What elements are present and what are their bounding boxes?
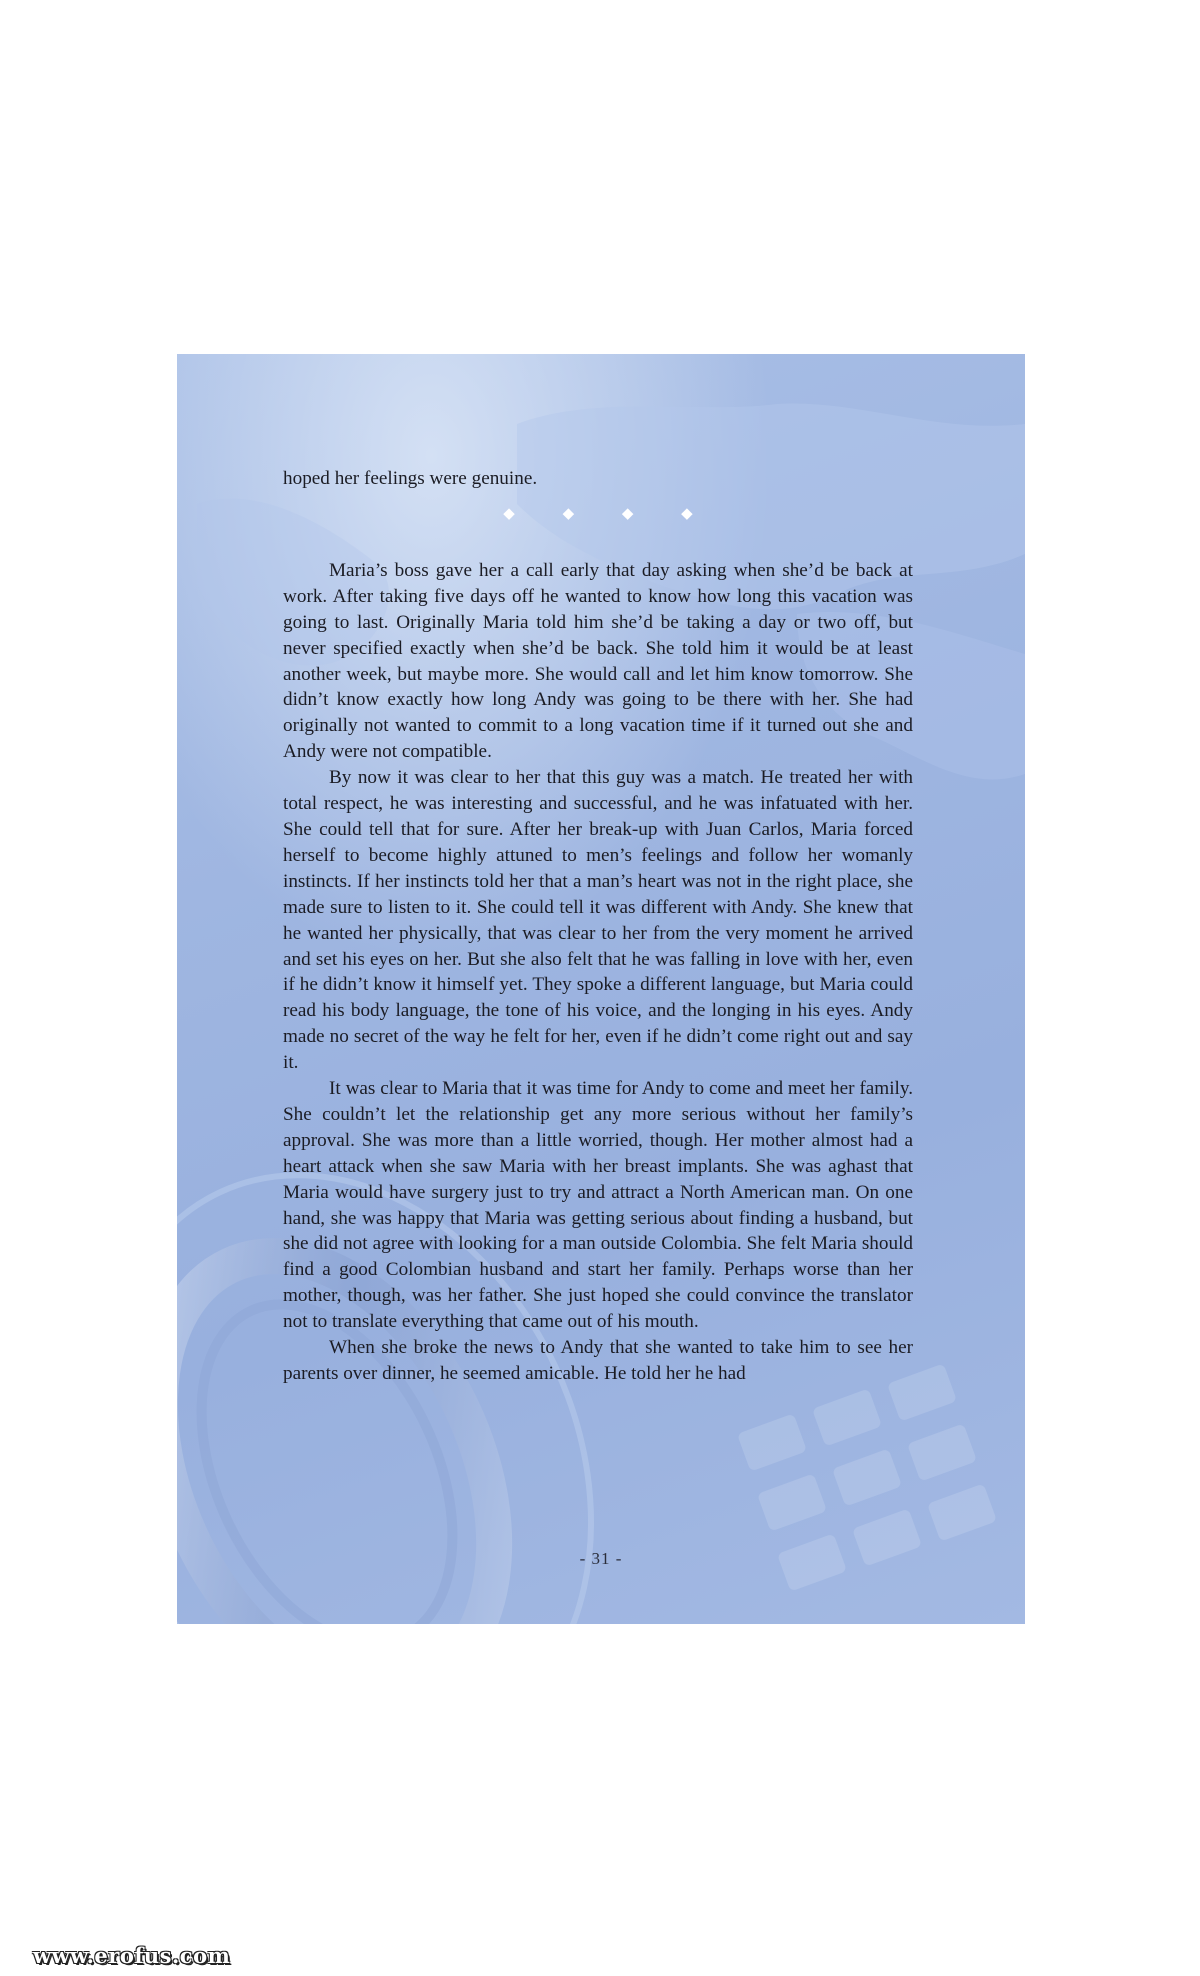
paragraph-1: Maria’s boss gave her a call early that day asking when she’d be back at work. After taking five days off he wanted to know how long this vacation was going to last. Originally Maria told him she’d be taking a day or two off, but never specified exactly when she’d be back. She told him it would be at least another week, but maybe more. She would call and let him know tomorrow. She didn’t know exactly how long Andy was going to be there with her. She had originally not wanted to commit to a long vacation time if it turned out she and Andy were not compatible. (283, 559, 913, 763)
paragraph-4: When she broke the news to Andy that she wanted to take him to see her parents over dinner, he seemed amicable. He told her he had (283, 1337, 913, 1384)
page-text (283, 466, 913, 1387)
watermark-logo: www.erofus.com (33, 1943, 231, 1968)
paragraph-3: It was clear to Maria that it was time for Andy to come and meet her family. She couldn’t let the relationship get any more serious without her family’s approval. She was more than a little worried, though. Her mother almost had a heart attack when she saw Maria with her breast implants. She was aghast that Maria would have surgery just to try and attract a North American man. On one hand, she was happy that Maria was getting serious about finding a husband, but she did not agree with looking for a man outside Colombia. She felt Maria should find a good Colombian husband and start her family. Perhaps worse than her mother, though, was her father. She just hoped she could convince the translator not to translate everything that came out of his mouth. (283, 1078, 913, 1333)
opening-line: hoped her feelings were genuine. (283, 468, 538, 489)
section-separator: ◆ ◆ ◆ ◆ (503, 505, 715, 522)
book-page (177, 354, 1025, 1624)
paragraph-2: By now it was clear to her that this guy was a match. He treated her with total respect, he was interesting and successful, and he was infatuated with her. She could tell that for sure. After her break-up with Juan Carlos, Maria forced herself to become highly attuned to men’s feelings and follow her womanly instincts. If her instincts told her that a man’s heart was not in the right place, she made sure to listen to it. She could tell it was different with Andy. She knew that he wanted her physically, that was clear to her from the very moment he arrived and set his eyes on her. But she also felt that he was falling in love with her, even if he didn’t know it himself yet. They spoke a different language, but Maria could read his body language, the tone of his voice, and the longing in his eyes. Andy made no secret of the way he felt for her, even if he didn’t come right out and say it. (283, 767, 913, 1074)
page-number: - 31 - (579, 1549, 623, 1568)
